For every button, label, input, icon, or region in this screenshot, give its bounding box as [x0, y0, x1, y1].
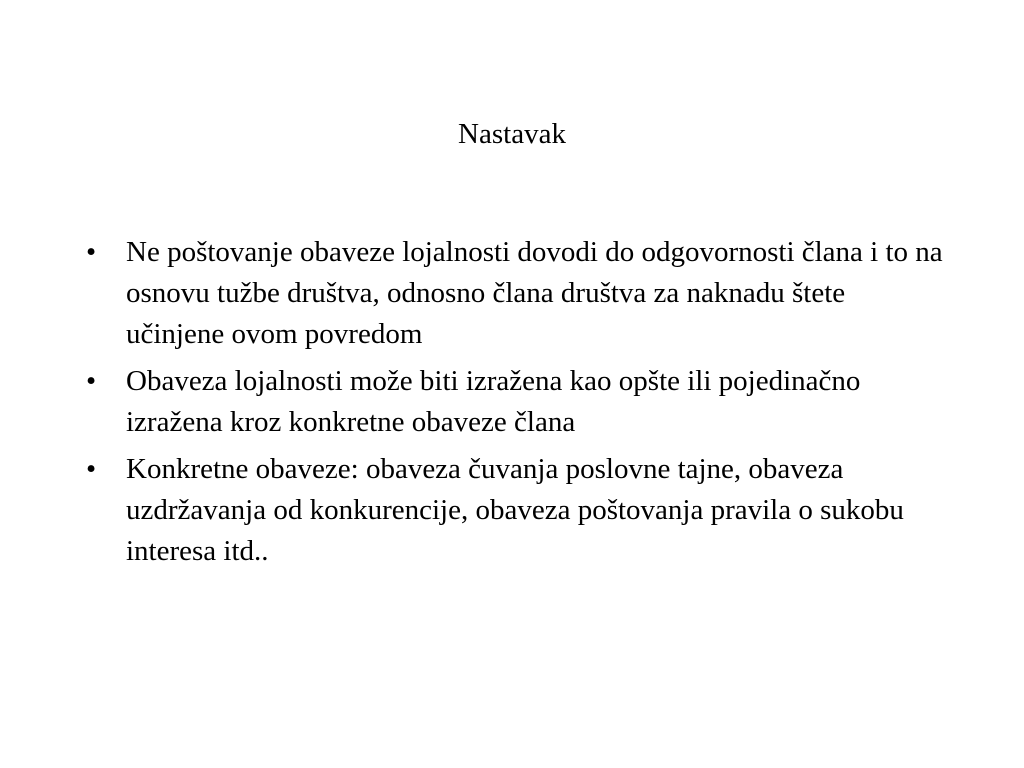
- bullet-item-3: [86, 449, 946, 572]
- bullet-list: [86, 232, 946, 578]
- bullet-icon: •: [86, 365, 97, 397]
- bullet-item-1: [86, 232, 946, 355]
- bullet-text-2: Obaveza lojalnosti može biti izražena kao opšte ili pojedinačno izražena kroz konkretne obaveze člana: [126, 365, 861, 438]
- bullet-icon: •: [86, 453, 97, 485]
- bullet-icon: •: [86, 236, 97, 268]
- bullet-text-3: Konkretne obaveze: obaveza čuvanja poslovne tajne, obaveza uzdržavanja od konkurencije, obaveza poštovanja pravila o sukobu interesa itd..: [126, 453, 904, 567]
- bullet-item-2: [86, 361, 946, 443]
- slide-title: Nastavak: [458, 118, 566, 150]
- bullet-text-1: Ne poštovanje obaveze lojalnosti dovodi do odgovornosti člana i to na osnovu tužbe društva, odnosno člana društva za naknadu štete učinjene ovom povredom: [126, 236, 943, 350]
